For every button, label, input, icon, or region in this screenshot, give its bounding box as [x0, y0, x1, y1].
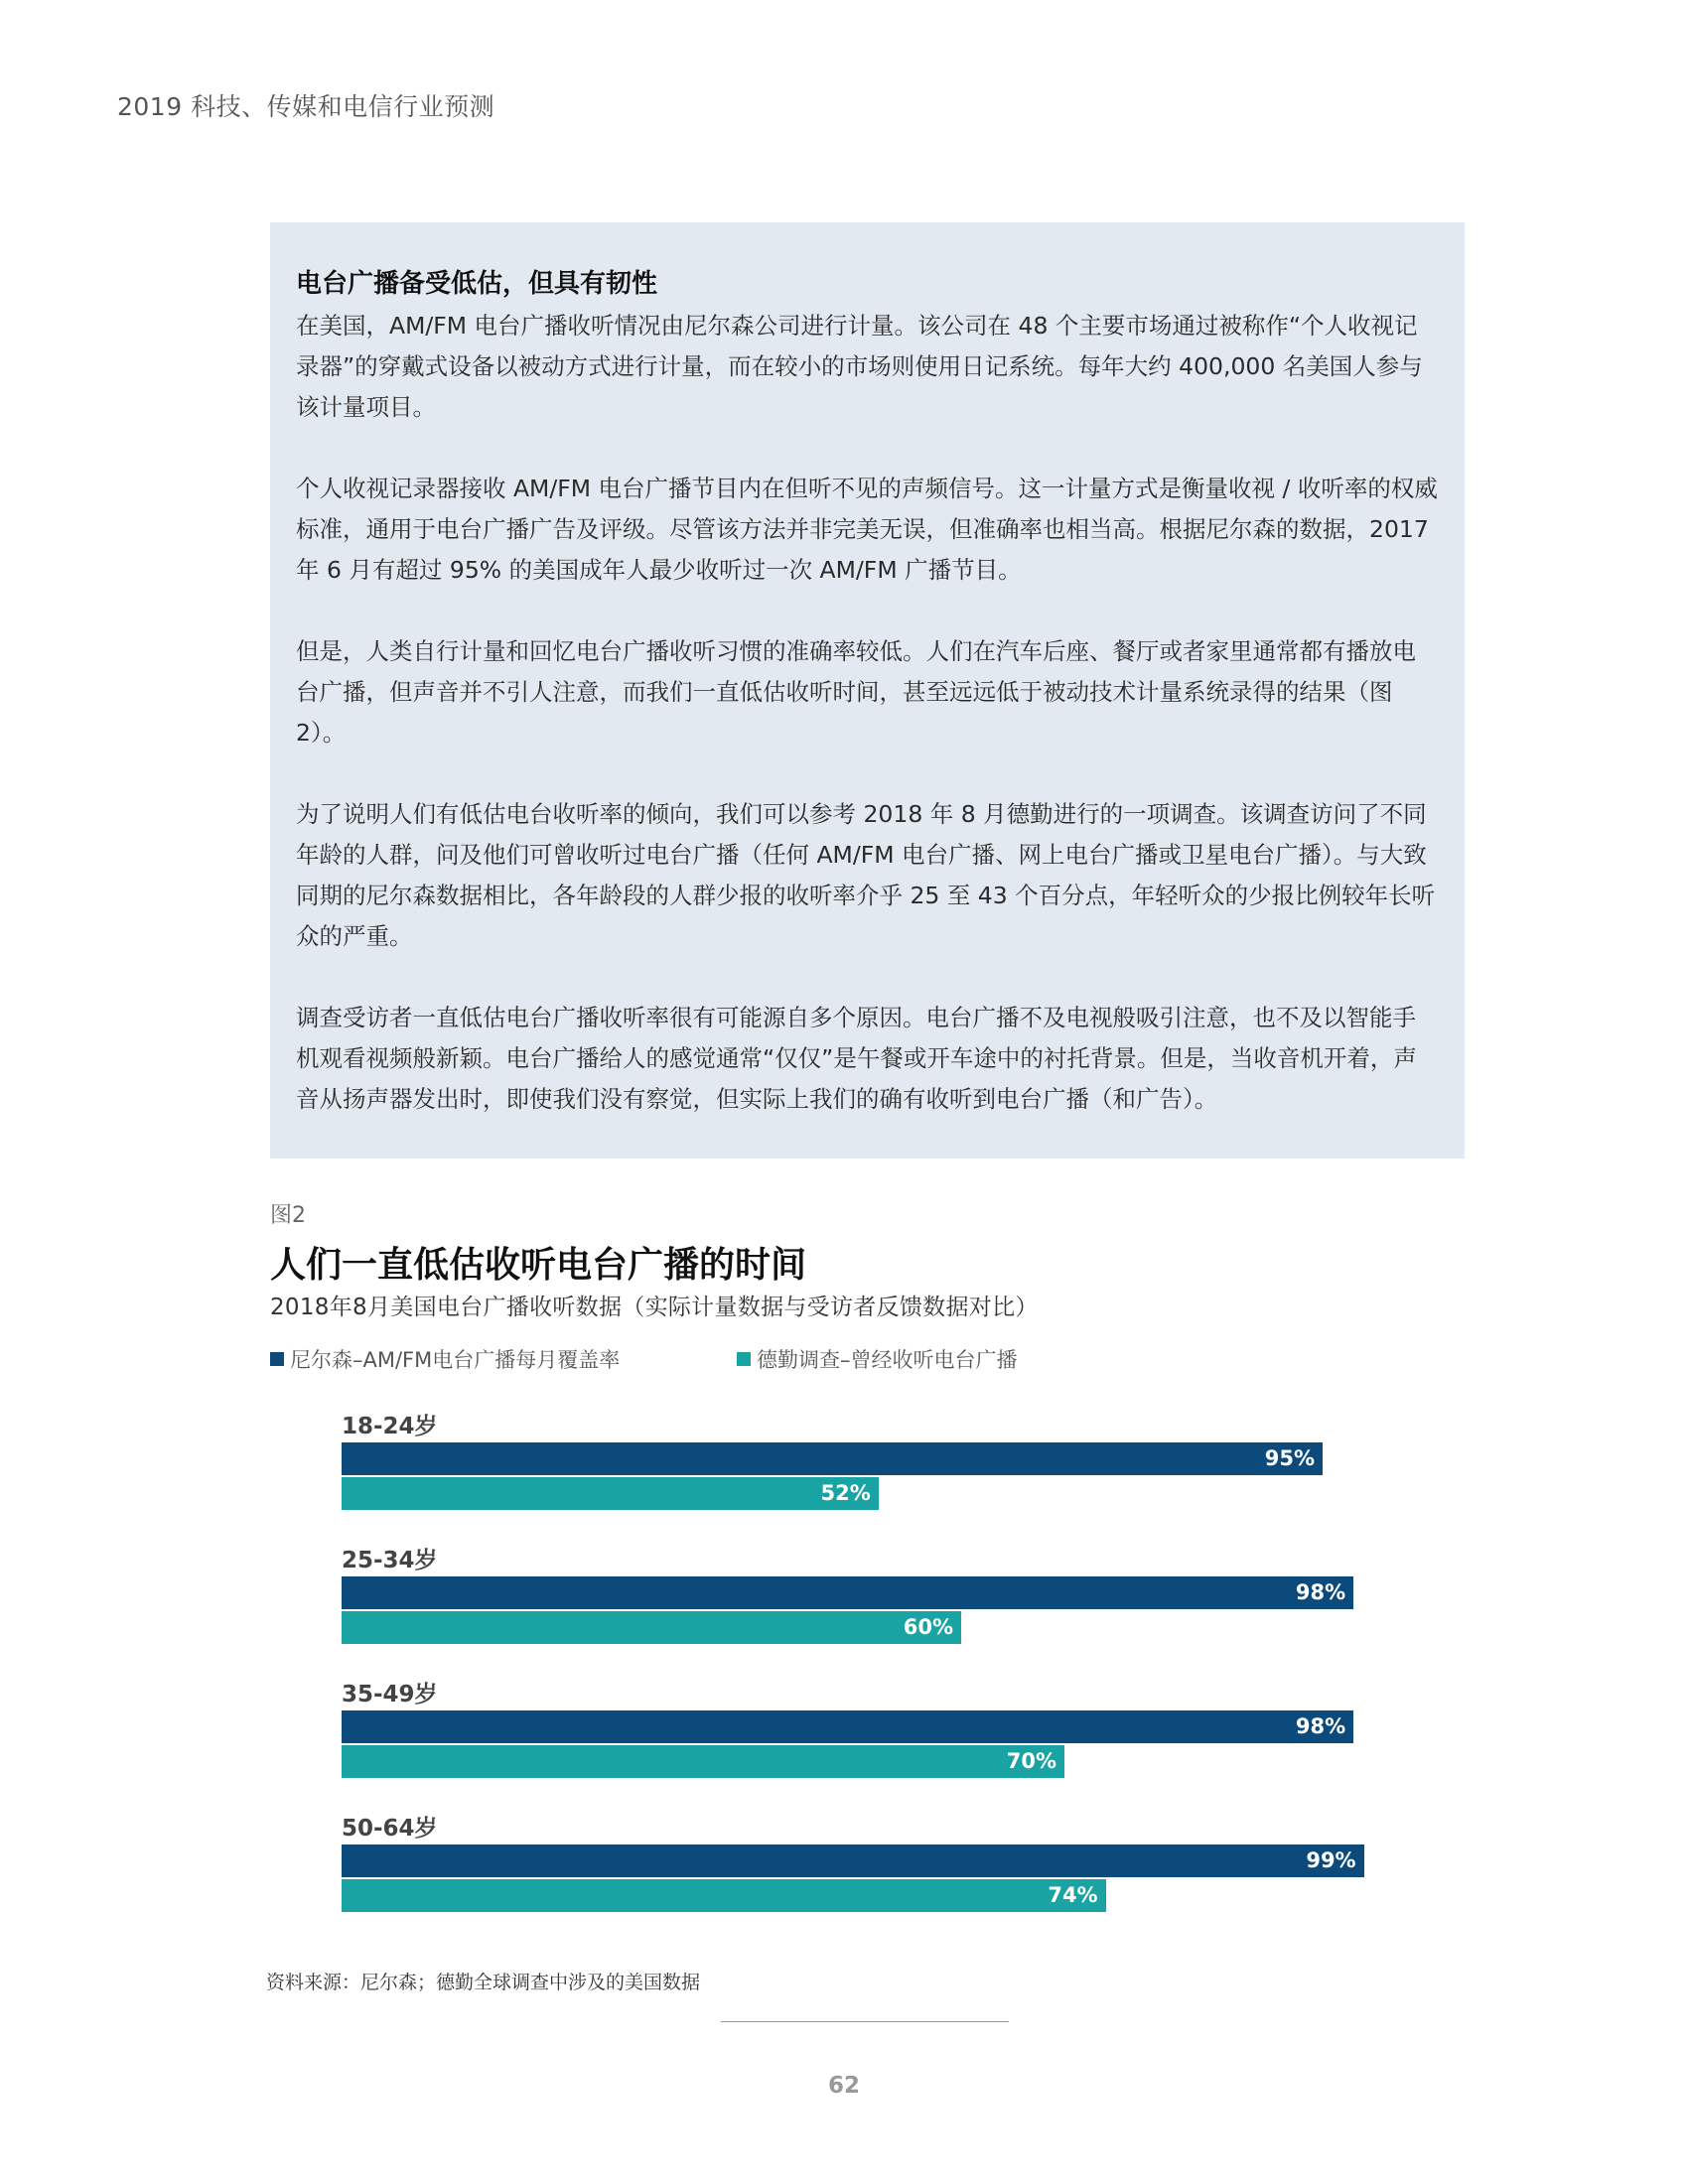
bar — [342, 1611, 961, 1644]
data-label: 98% — [1295, 1580, 1346, 1604]
category-label: 18-24岁 — [342, 1414, 438, 1439]
box-paragraph: 在美国，AM/FM 电台广播收听情况由尼尔森公司进行计量。该公司在 48 个主要市场通过被称作“个人收视记录器”的穿戴式设备以被动方式进行计量，而在较小的市场则使用日记系统。每年大约 400,000 名美国人参与该计量项目。 — [296, 312, 1423, 421]
figure-title: 人们一直低估收听电台广播的时间 — [270, 1245, 807, 1286]
category-label: 35-49岁 — [342, 1682, 438, 1707]
document-header: 2019 科技、传媒和电信行业预测 — [117, 92, 495, 121]
legend-label: 德勤调查–曾经收听电台广播 — [757, 1348, 1018, 1372]
figure-subtitle: 2018年8月美国电台广播收听数据（实际计量数据与受访者反馈数据对比） — [270, 1295, 1039, 1320]
bar — [342, 1576, 1353, 1609]
figure-label: 图2 — [270, 1203, 306, 1228]
data-label: 95% — [1264, 1446, 1315, 1470]
data-label: 99% — [1306, 1848, 1356, 1872]
data-label: 60% — [903, 1615, 953, 1639]
bar — [342, 1477, 879, 1510]
bar — [342, 1442, 1323, 1475]
data-label: 74% — [1048, 1883, 1098, 1907]
box-title: 电台广播备受低估，但具有韧性 — [296, 269, 658, 299]
box-paragraph: 为了说明人们有低估电台收听率的倾向，我们可以参考 2018 年 8 月德勤进行的一项调查。该调查访问了不同年龄的人群，问及他们可曾收听过电台广播（任何 AM/FM 电台广播、网上电台广播或卫星电台广播）。与大致同期的尼尔森数据相比，各年龄段的人群少报的收听率介乎 25 至 43 个百分点，年轻听众的少报比例较年长听众的严重。 — [296, 800, 1436, 950]
box-paragraph: 个人收视记录器接收 AM/FM 电台广播节目内在但听不见的声频信号。这一计量方式是衡量收视 / 收听率的权威标准，通用于电台广播广告及评级。尽管该方法并非完美无误，但准确率也相当高。根据尼尔森的数据，2017 年 6 月有超过 95% 的美国成年人最少收听过一次 AM/FM 广播节目。 — [296, 475, 1438, 584]
category-label: 50-64岁 — [342, 1816, 438, 1842]
sidebar-box — [270, 222, 1465, 1159]
legend-item-deloitte — [737, 1344, 1018, 1374]
bar — [342, 1879, 1106, 1912]
legend-item-nielsen — [270, 1344, 620, 1374]
legend-swatch — [270, 1352, 284, 1366]
bar — [342, 1745, 1064, 1778]
source-note: 资料来源：尼尔森；德勤全球调查中涉及的美国数据 — [266, 1972, 701, 1993]
legend-swatch — [737, 1352, 751, 1366]
data-label: 98% — [1295, 1714, 1346, 1738]
data-label: 70% — [1006, 1749, 1056, 1773]
page-number: 62 — [827, 2073, 860, 2099]
data-label: 52% — [820, 1481, 871, 1505]
box-paragraph: 调查受访者一直低估电台广播收听率很有可能源自多个原因。电台广播不及电视般吸引注意，也不及以智能手机观看视频般新颖。电台广播给人的感觉通常“仅仅”是午餐或开车途中的衬托背景。但是，当收音机开着，声音从扬声器发出时，即使我们没有察觉，但实际上我们的确有收听到电台广播（和广告）。 — [296, 1004, 1417, 1113]
box-paragraph: 但是，人类自行计量和回忆电台广播收听习惯的准确率较低。人们在汽车后座、餐厅或者家里通常都有播放电台广播，但声音并不引人注意，而我们一直低估收听时间，甚至远远低于被动技术计量系统录得的结果（图 2）。 — [296, 637, 1416, 747]
footer-divider — [721, 2021, 1009, 2022]
bar — [342, 1844, 1364, 1877]
legend-label: 尼尔森–AM/FM电台广播每月覆盖率 — [290, 1348, 621, 1372]
category-label: 25-34岁 — [342, 1548, 438, 1573]
bar — [342, 1710, 1353, 1743]
